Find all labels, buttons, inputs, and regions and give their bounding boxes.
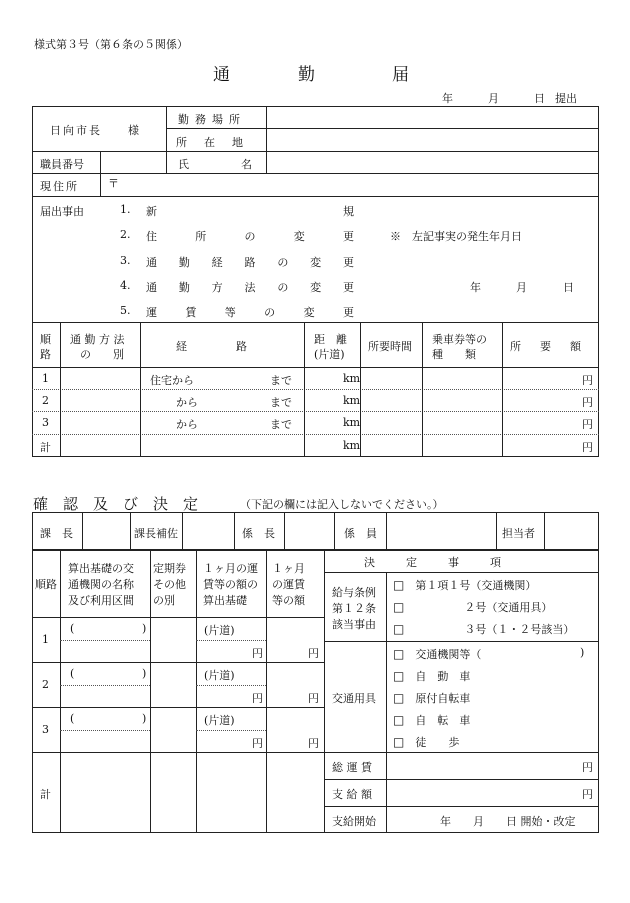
vehicle-option-2[interactable]: [393, 668, 470, 684]
rt-h-amount: 所 要 額: [510, 340, 585, 353]
payment-amount-value: 円: [582, 788, 593, 801]
approval-section-chief: 課 長: [40, 527, 73, 540]
checkbox-icon[interactable]: □: [393, 622, 405, 636]
name-field[interactable]: [266, 151, 599, 173]
decision-note: （下記の欄には記入しないでください。）: [240, 498, 444, 511]
vehicle-option-4[interactable]: [393, 712, 470, 728]
salary-ordinance-label-3: 該当事由: [332, 618, 376, 631]
occurrence-day: 日: [563, 281, 574, 294]
date-month: 月: [488, 92, 499, 105]
rt-row-1-no: 1: [42, 372, 49, 385]
rt-row-total-km: km: [343, 439, 361, 452]
postal-mark: 〒: [108, 177, 119, 190]
dt-h-basis-3: 及び利用区間: [68, 594, 134, 607]
rt-row-2-from: から: [176, 396, 198, 409]
date-submitted: 提出: [555, 92, 577, 105]
reason-5[interactable]: 運 賃 等 の 変 更: [146, 306, 354, 319]
rt-row-3-km: km: [343, 416, 361, 429]
dt-h-order: 順路: [35, 578, 57, 591]
payment-amount-label: 支 給 額: [332, 788, 372, 801]
reason-1-no: 1.: [120, 203, 131, 216]
rt-row-2-no: 2: [42, 394, 49, 407]
rt-row-3-to: まで: [270, 418, 292, 431]
dt-h-pass-2: その他: [153, 578, 186, 591]
name-label: 氏名: [178, 158, 304, 171]
dt-h-decision: 決 定 事 項: [364, 556, 504, 569]
reason-option-1[interactable]: [393, 577, 536, 593]
rt-row-3-from: から: [176, 418, 198, 431]
occurrence-note: ※ 左記事実の発生年月日: [390, 230, 522, 243]
dt-row-3-no: 3: [42, 723, 49, 736]
vehicle-option-1-label: 交通機関等（: [415, 648, 482, 661]
dt-h-monthly-2: 賃等の額の: [203, 578, 258, 591]
dt-h-fare-3: 等の額: [272, 594, 305, 607]
rt-h-ticket-b: 種 類: [432, 348, 476, 361]
rt-row-total-no: 計: [40, 441, 51, 454]
dt-row-3-yen-fare: 円: [308, 737, 319, 750]
dt-row-3-paren-close: ): [142, 712, 147, 725]
rt-row-2-yen: 円: [582, 396, 593, 409]
workplace-label: 勤務場所: [178, 113, 246, 126]
dt-h-pass-1: 定期券: [153, 562, 186, 575]
dt-row-1-oneway: (片道): [204, 624, 235, 637]
rt-row-1-to: まで: [270, 374, 292, 387]
staff-no-label: 職員番号: [40, 158, 84, 171]
dt-total-label: 計: [40, 788, 51, 801]
dt-row-2-oneway: (片道): [204, 669, 235, 682]
approval-staff: 係 員: [344, 527, 377, 540]
approval-subsection-chief: 係 長: [242, 527, 275, 540]
title-char-1: 通: [213, 65, 233, 85]
dt-h-monthly-1: １ヶ月の運: [203, 562, 258, 575]
rt-row-total-yen: 円: [582, 441, 593, 454]
vehicle-option-1[interactable]: [393, 646, 481, 662]
approval-deputy-chief: 課長補佐: [134, 527, 178, 540]
reason-option-1-label: 第１項１号（交通機関）: [415, 579, 537, 592]
dt-row-1-paren-close: ): [142, 622, 147, 635]
vehicle-option-2-label: 自 動 車: [415, 670, 471, 683]
dt-row-1-no: 1: [42, 633, 49, 646]
dt-row-2-no: 2: [42, 678, 49, 691]
dt-h-basis-2: 通機関の名称: [68, 578, 134, 591]
checkbox-icon[interactable]: □: [393, 669, 405, 683]
dt-row-1-yen-fare: 円: [308, 647, 319, 660]
dt-row-1-paren-open: (: [70, 622, 75, 635]
rt-row-3-yen: 円: [582, 418, 593, 431]
reason-2[interactable]: 住 所 の 変 更: [146, 230, 354, 243]
reason-3-no: 3.: [120, 254, 131, 267]
location-field[interactable]: [266, 128, 599, 150]
occurrence-year: 年: [470, 281, 481, 294]
dt-h-pass-3: の別: [153, 594, 175, 607]
total-fare-value: 円: [582, 761, 593, 774]
rt-h-route: 経 路: [176, 340, 251, 353]
address-field[interactable]: [120, 173, 598, 196]
checkbox-icon[interactable]: □: [393, 647, 405, 661]
rt-row-3-no: 3: [42, 416, 49, 429]
dt-row-2-yen-fare: 円: [308, 692, 319, 705]
reason-option-3-label: ３号（１・２号該当）: [464, 623, 575, 636]
rt-row-1-from: 住宅から: [150, 374, 194, 387]
address-label: 現住所: [40, 180, 79, 193]
workplace-field[interactable]: [266, 106, 599, 128]
dt-h-monthly-3: 算出基礎: [203, 594, 247, 607]
dt-h-basis-1: 算出基礎の交: [68, 562, 134, 575]
reason-3[interactable]: 通 勤 経 路 の 変 更: [146, 256, 354, 269]
vehicle-label: 交通用具: [332, 692, 376, 705]
rt-h-method-a: 通 勤 方 法: [70, 333, 125, 346]
rt-h-time: 所要時間: [368, 340, 412, 353]
addressee: 日向市長 様: [50, 124, 141, 137]
checkbox-icon[interactable]: □: [393, 600, 405, 614]
rt-row-1-km: km: [343, 372, 361, 385]
date-day: 日: [534, 92, 545, 105]
dt-h-fare-2: の運賃: [272, 578, 305, 591]
form-number: 様式第３号（第６条の５関係）: [34, 38, 188, 51]
dt-row-2-yen-basis: 円: [252, 692, 263, 705]
rt-row-2-km: km: [343, 394, 361, 407]
vehicle-option-3-label: 原付自転車: [415, 692, 471, 705]
vehicle-option-5[interactable]: [393, 734, 459, 750]
vehicle-option-1-close: ): [580, 646, 585, 659]
checkbox-icon[interactable]: □: [393, 691, 405, 705]
salary-ordinance-label-1: 給与条例: [332, 586, 376, 599]
rt-h-order-a: 順: [40, 333, 51, 346]
date-year: 年: [442, 92, 453, 105]
vehicle-option-4-label: 自 転 車: [415, 714, 471, 727]
reason-option-3[interactable]: [393, 621, 574, 637]
reason-4[interactable]: 通 勤 方 法 の 変 更: [146, 281, 354, 294]
checkbox-icon[interactable]: □: [393, 735, 405, 749]
payment-start-label: 支給開始: [332, 815, 376, 828]
staff-no-field[interactable]: [100, 151, 166, 173]
location-label: 所在地: [176, 136, 260, 149]
decision-title: 確 認 及 び 決 定: [33, 495, 199, 513]
dt-h-fare-1: １ヶ月: [272, 562, 305, 575]
approval-person-in-charge: 担当者: [502, 527, 535, 540]
reason-label: 届出事由: [40, 205, 84, 218]
reason-option-2[interactable]: [393, 599, 552, 615]
dt-row-3-oneway: (片道): [204, 714, 235, 727]
reason-1[interactable]: 新 規: [146, 205, 354, 218]
reason-4-no: 4.: [120, 279, 131, 292]
total-fare-label: 総 運 賃: [332, 761, 372, 774]
reason-option-2-label: ２号（交通用具）: [464, 601, 553, 614]
rt-row-2-to: まで: [270, 396, 292, 409]
salary-ordinance-label-2: 第１２条: [332, 602, 376, 615]
dt-row-3-yen-basis: 円: [252, 737, 263, 750]
rt-h-distance-a: 距 離: [314, 333, 347, 346]
dt-row-2-paren-close: ): [142, 667, 147, 680]
occurrence-month: 月: [516, 281, 527, 294]
reason-2-no: 2.: [120, 228, 131, 241]
reason-5-no: 5.: [120, 304, 131, 317]
payment-start-value: 年 月 日 開始・改定: [440, 815, 576, 828]
rt-h-distance-b: (片道): [314, 348, 345, 361]
dt-row-2-paren-open: (: [70, 667, 75, 680]
dt-row-3-paren-open: (: [70, 712, 75, 725]
vehicle-option-5-label: 徒 歩: [415, 736, 460, 749]
checkbox-icon[interactable]: □: [393, 578, 405, 592]
rt-h-ticket-a: 乗車券等の: [432, 333, 487, 346]
rt-row-1-yen: 円: [582, 374, 593, 387]
title-char-2: 勤: [298, 65, 318, 85]
rt-h-method-b: の 別: [80, 348, 124, 361]
vehicle-option-3[interactable]: [393, 690, 470, 706]
rt-h-order-b: 路: [40, 348, 51, 361]
dt-row-1-yen-basis: 円: [252, 647, 263, 660]
title-char-3: 届: [392, 65, 412, 85]
checkbox-icon[interactable]: □: [393, 713, 405, 727]
